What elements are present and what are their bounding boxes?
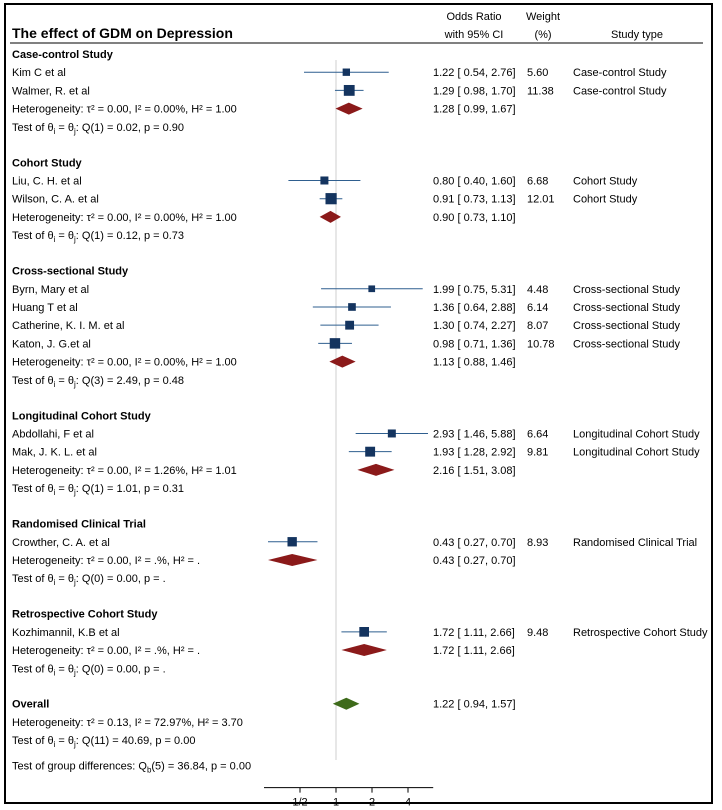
study-marker [348, 303, 356, 311]
study-name: Katon, J. G.et al [12, 338, 91, 351]
study-weight: 6.64 [527, 428, 549, 441]
test-subscript: i [53, 488, 56, 498]
test-text: Test of θ [12, 663, 54, 676]
group-pooled-diamond [335, 103, 362, 115]
test-text: = θ [55, 121, 75, 134]
header-ci: with 95% CI [444, 29, 504, 41]
pooled-ci-text: 0.43 [ 0.27, 0.70] [433, 554, 516, 567]
group-diff-text: Test of group differences: Q [12, 760, 147, 773]
study-ci-text: 1.29 [ 0.98, 1.70] [433, 85, 516, 98]
study-ci-text: 0.98 [ 0.71, 1.36] [433, 338, 516, 351]
test-of-theta [12, 735, 195, 749]
study-type: Case-control Study [573, 67, 667, 80]
study-marker [388, 429, 396, 437]
study-ci-text: 1.99 [ 0.75, 5.31] [433, 283, 516, 296]
study-ci-text: 1.22 [ 0.54, 2.76] [433, 67, 516, 80]
test-text: : Q(0) = 0.00, p = . [75, 663, 166, 676]
test-text: = θ [55, 483, 75, 496]
heterogeneity-text: Heterogeneity: τ² = 0.00, I² = .%, H² = . [12, 554, 201, 567]
test-subscript: j [74, 668, 76, 678]
study-weight: 11.38 [527, 85, 554, 98]
group-pooled-diamond [341, 644, 386, 656]
pooled-ci-text: 1.13 [ 0.88, 1.46] [433, 356, 516, 369]
study-name: Wilson, C. A. et al [12, 193, 99, 206]
group-diff-subscript: b [146, 765, 152, 775]
heterogeneity-text: Heterogeneity: τ² = 0.00, I² = 0.00%, H² = 1.00 [12, 211, 237, 224]
study-type: Cross-sectional Study [573, 320, 680, 333]
group-pooled-diamond [329, 356, 355, 368]
study-weight: 10.78 [527, 338, 555, 351]
study-name: Kim C et al [12, 67, 66, 80]
study-ci-text: 1.93 [ 1.28, 2.92] [433, 446, 516, 459]
group-heading: Cohort Study [12, 157, 82, 170]
test-subscript: i [53, 126, 56, 136]
x-tick-label: 1 [332, 796, 340, 809]
heterogeneity-text: Heterogeneity: τ² = 0.00, I² = .%, H² = . [12, 645, 201, 658]
study-weight: 9.81 [527, 446, 549, 459]
x-tick-label: 4 [404, 796, 412, 809]
test-text: : Q(1) = 0.12, p = 0.73 [75, 230, 185, 243]
study-marker [359, 627, 369, 637]
header-odds-ratio: Odds Ratio [446, 11, 502, 23]
study-name: Byrn, Mary et al [12, 283, 90, 296]
header-weight-unit: (%) [534, 29, 552, 41]
study-type: Longitudinal Cohort Study [573, 428, 700, 441]
study-type: Longitudinal Cohort Study [573, 446, 700, 459]
group-heading: Retrospective Cohort Study [12, 608, 158, 621]
test-subscript: j [74, 235, 76, 245]
test-text: : Q(1) = 0.02, p = 0.90 [75, 121, 185, 134]
study-name: Liu, C. H. et al [12, 175, 82, 188]
test-text: : Q(1) = 1.01, p = 0.31 [75, 483, 185, 496]
study-ci-text: 0.43 [ 0.27, 0.70] [433, 536, 516, 549]
study-weight: 5.60 [527, 67, 549, 80]
test-subscript: j [74, 740, 76, 750]
study-marker [368, 285, 375, 292]
study-ci-text: 1.72 [ 1.11, 2.66] [433, 626, 515, 639]
overall-ci-text: 1.22 [ 0.94, 1.57] [433, 698, 516, 711]
test-text: Test of θ [12, 573, 54, 586]
heterogeneity-text: Heterogeneity: τ² = 0.00, I² = 0.00%, H² = 1.00 [12, 103, 237, 116]
heterogeneity-text: Heterogeneity: τ² = 0.00, I² = 0.00%, H² = 1.00 [12, 356, 237, 369]
study-name: Catherine, K. I. M. et al [12, 320, 125, 333]
header-study-type: Study type [611, 29, 663, 41]
test-subscript: i [53, 235, 56, 245]
pooled-ci-text: 0.90 [ 0.73, 1.10] [433, 211, 516, 224]
test-text: = θ [55, 735, 75, 748]
group-differences-test [12, 761, 251, 775]
study-type: Cross-sectional Study [573, 283, 680, 296]
study-ci-text: 0.91 [ 0.73, 1.13] [433, 193, 516, 206]
test-text: Test of θ [12, 121, 54, 134]
study-marker [365, 447, 375, 457]
study-ci-text: 0.80 [ 0.40, 1.60] [433, 175, 516, 188]
study-type: Cohort Study [573, 193, 638, 206]
group-heading: Cross-sectional Study [12, 265, 129, 278]
study-name: Kozhimannil, K.B et al [12, 626, 120, 639]
group-heading: Randomised Clinical Trial [12, 518, 146, 531]
group-heading: Case-control Study [12, 49, 113, 61]
x-tick-label: 2 [368, 796, 376, 809]
study-weight: 9.48 [527, 626, 549, 639]
test-subscript: i [53, 668, 56, 678]
pooled-ci-text: 1.28 [ 0.99, 1.67] [433, 103, 516, 116]
test-text: = θ [55, 374, 75, 387]
test-text: = θ [55, 573, 75, 586]
overall-heterogeneity: Heterogeneity: τ² = 0.13, I² = 72.97%, H² = 3.70 [12, 716, 243, 729]
test-text: : Q(0) = 0.00, p = . [75, 573, 166, 586]
test-text: Test of θ [12, 735, 54, 748]
test-subscript: i [53, 740, 56, 750]
study-marker [320, 176, 328, 184]
study-marker [287, 537, 296, 546]
group-diff-text: (5) = 36.84, p = 0.00 [151, 760, 252, 773]
chart-title: The effect of GDM on Depression [12, 25, 233, 41]
study-type: Cross-sectional Study [573, 301, 680, 314]
study-name: Crowther, C. A. et al [12, 536, 110, 549]
study-marker [343, 69, 350, 76]
study-type: Case-control Study [573, 85, 667, 98]
test-of-theta [12, 663, 166, 677]
header-weight: Weight [525, 11, 561, 23]
pooled-ci-text: 1.72 [ 1.11, 2.66] [433, 645, 515, 658]
study-marker [330, 338, 340, 348]
study-name: Walmer, R. et al [12, 85, 90, 98]
study-weight: 6.14 [527, 301, 549, 314]
study-name: Huang T et al [12, 301, 78, 314]
study-marker [345, 321, 354, 330]
study-weight: 4.48 [527, 283, 549, 296]
group-heading: Longitudinal Cohort Study [12, 410, 151, 423]
test-of-theta [12, 122, 184, 136]
study-ci-text: 1.36 [ 0.64, 2.88] [433, 301, 516, 314]
x-tick-label: 1/2 [292, 796, 308, 809]
test-subscript: i [53, 578, 56, 588]
test-text: Test of θ [12, 230, 54, 243]
test-of-theta [12, 573, 166, 587]
group-pooled-diamond [357, 464, 394, 476]
study-type: Cohort Study [573, 175, 638, 188]
test-of-theta [12, 483, 184, 497]
study-ci-text: 2.93 [ 1.46, 5.88] [433, 428, 516, 441]
test-text: Test of θ [12, 483, 54, 496]
test-text: : Q(11) = 40.69, p = 0.00 [75, 735, 196, 748]
study-marker [325, 193, 336, 204]
test-text: = θ [55, 230, 75, 243]
group-pooled-diamond [268, 554, 317, 566]
study-name: Mak, J. K. L. et al [12, 446, 97, 459]
test-text: = θ [55, 663, 75, 676]
overall-heading: Overall [12, 698, 50, 711]
study-marker [344, 85, 355, 96]
overall-diamond [333, 698, 360, 710]
test-of-theta [12, 375, 184, 389]
study-weight: 6.68 [527, 175, 549, 188]
study-type: Retrospective Cohort Study [573, 626, 708, 639]
test-subscript: j [74, 488, 76, 498]
group-pooled-diamond [320, 211, 341, 223]
test-text: : Q(3) = 2.49, p = 0.48 [75, 374, 185, 387]
study-weight: 8.07 [527, 320, 549, 333]
test-of-theta [12, 230, 184, 244]
heterogeneity-text: Heterogeneity: τ² = 0.00, I² = 1.26%, H² = 1.01 [12, 464, 237, 477]
test-subscript: j [74, 126, 76, 136]
study-weight: 8.93 [527, 536, 549, 549]
test-subscript: j [74, 379, 76, 389]
test-subscript: j [74, 578, 76, 588]
study-type: Cross-sectional Study [573, 338, 680, 351]
test-subscript: i [53, 379, 56, 389]
study-ci-text: 1.30 [ 0.74, 2.27] [433, 320, 516, 333]
study-name: Abdollahi, F et al [12, 428, 94, 441]
test-text: Test of θ [12, 374, 54, 387]
pooled-ci-text: 2.16 [ 1.51, 3.08] [433, 464, 516, 477]
study-weight: 12.01 [527, 193, 555, 206]
study-type: Randomised Clinical Trial [573, 536, 698, 549]
